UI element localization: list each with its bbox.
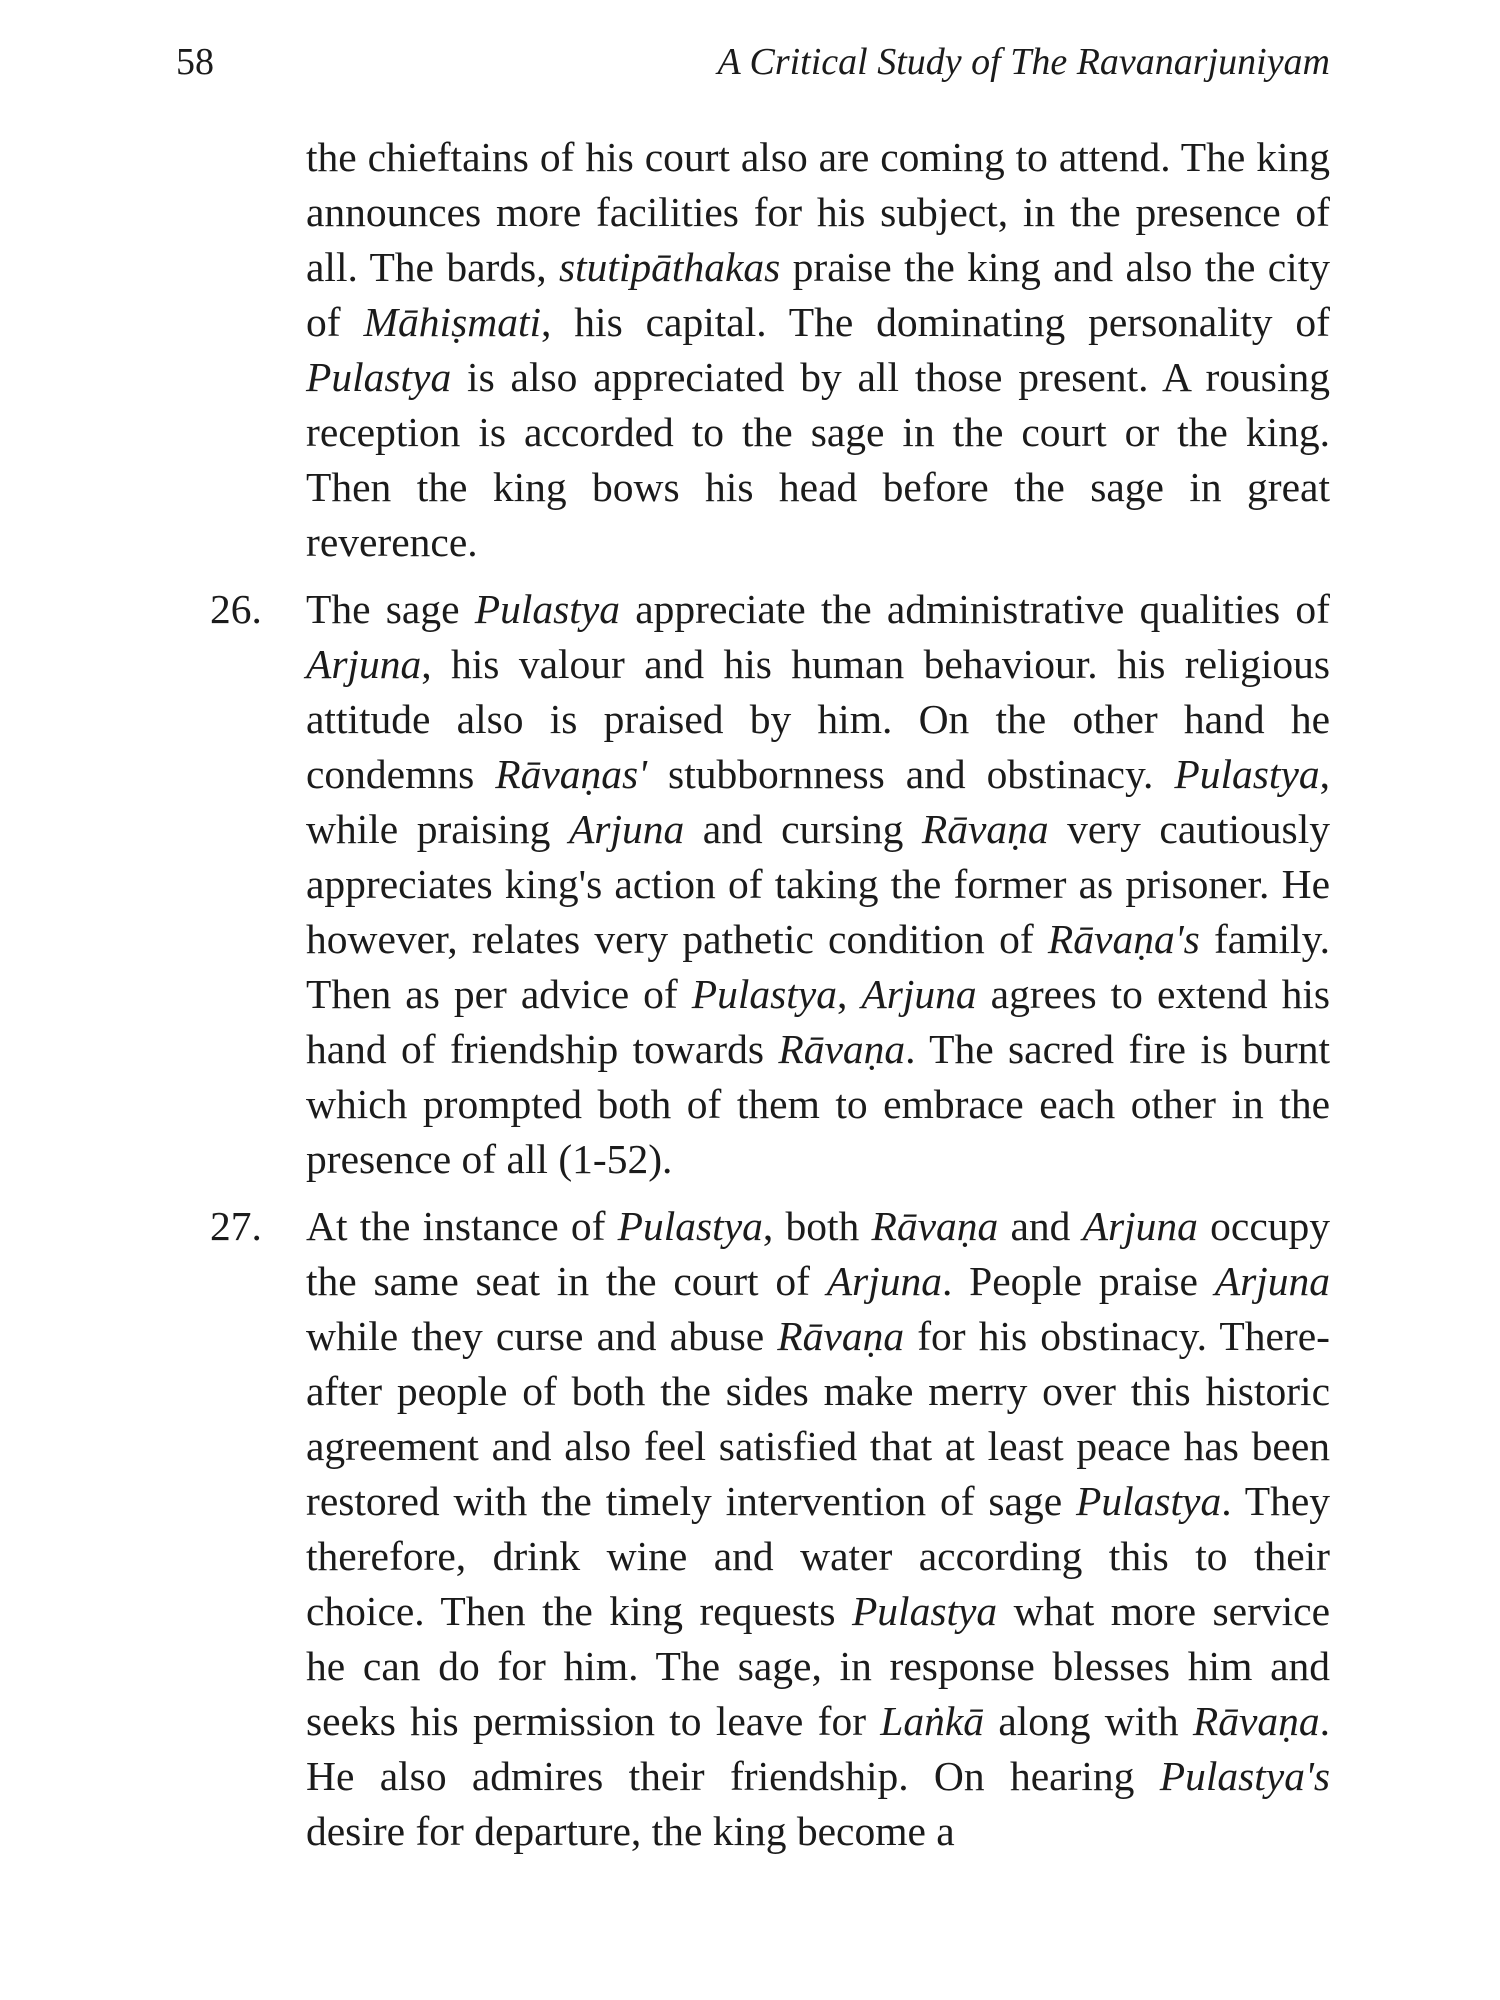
text-run: while they curse and abuse <box>306 1313 778 1359</box>
italic-term: Pulastya <box>474 586 620 632</box>
body-text <box>210 130 1331 1859</box>
italic-term: Rāvaṇas' <box>495 751 648 797</box>
text-run: and cursing <box>684 806 922 852</box>
italic-term: Rāvaṇa <box>777 1313 905 1359</box>
paragraph-number: 26. <box>210 586 262 632</box>
page-header <box>176 40 1330 90</box>
italic-term: Pulastya <box>1174 751 1320 797</box>
italic-term: Arjuna <box>306 641 422 687</box>
text-run: for his obstinacy. There-after people of both the sides make merry over this historic agreement and also feel satisfied that at least peace has been restored with the timely intervention of sage <box>306 1313 1330 1524</box>
text-run: and <box>998 1203 1083 1249</box>
text-run: very cautiously appreciates king's action of taking the former as prisoner. He however, relates very pathetic condition of <box>306 806 1330 962</box>
italic-term: Rāvaṇa <box>1192 1698 1320 1744</box>
text-run: desire for departure, the king become a <box>306 1808 955 1854</box>
italic-term: Arjuna <box>826 1258 942 1304</box>
text-run: , while praising <box>306 751 1330 852</box>
italic-term: Rāvaṇa's <box>1047 916 1200 962</box>
paragraph-27 <box>210 1199 1331 1859</box>
running-head: A Critical Study of The Ravanarjuniyam <box>717 41 1330 83</box>
text-run: is also appreciated by all those present. A rousing reception is accorded to the sage in the court or the king. Then the king bows his head before the sage in great reverence. <box>306 354 1330 565</box>
text-run: occupy the same seat in the court of <box>306 1203 1331 1304</box>
italic-term: stutipāthakas <box>558 244 781 290</box>
paragraph-number: 27. <box>210 1203 262 1249</box>
text-run: . The sacred fire is burnt which prompted both of them to embrace each other in the presence of all (1-52). <box>306 1026 1330 1182</box>
italic-term: Pulastya <box>851 1588 998 1634</box>
italic-term: Arjuna <box>568 806 685 852</box>
italic-term: Rāvaṇa <box>871 1203 999 1249</box>
page-number: 58 <box>176 41 214 83</box>
text-run: along with <box>984 1698 1193 1744</box>
text-run: . People praise <box>941 1258 1215 1304</box>
italic-term: Pulastya <box>1076 1478 1222 1524</box>
italic-term: Pulastya <box>617 1203 763 1249</box>
text-run: , his capital. The dominating personality of <box>541 299 1330 345</box>
italic-term: Pulastya <box>306 354 452 400</box>
text-run: agrees to extend his hand of friendship towards <box>306 971 1331 1072</box>
paragraph-text <box>306 586 1330 1182</box>
italic-term: Laṅkā <box>880 1698 985 1744</box>
italic-term: Arjuna <box>861 971 977 1017</box>
paragraph-text <box>306 1203 1330 1854</box>
text-run: The sage <box>306 586 475 632</box>
italic-term: Rāvaṇa <box>778 1026 906 1072</box>
text-run: what more service he can do for him. The sage, in response blesses him and seeks his permission to leave for <box>306 1588 1331 1744</box>
italic-term: Arjuna <box>1082 1203 1198 1249</box>
text-run: stubbornness and obstinacy. <box>647 751 1175 797</box>
text-run: appreciate the administrative qualities of <box>620 586 1330 632</box>
text-run: family. Then as per advice of <box>306 916 1330 1017</box>
italic-term: Pulastya's <box>1159 1753 1330 1799</box>
text-run: , <box>836 971 862 1017</box>
text-run: . He also admires their friendship. On hearing <box>306 1698 1330 1799</box>
text-run: praise the king and also the city of <box>306 244 1330 345</box>
text-run: . They therefore, drink wine and water according this to their choice. Then the king requests <box>306 1478 1330 1634</box>
text-run: , his valour and his human behaviour. his religious attitude also is praised by him. On the other hand he condemns <box>306 641 1330 797</box>
paragraph-text <box>306 134 1330 565</box>
text-run: the chieftains of his court also are coming to attend. The king announces more facilities for his subject, in the presence of all. The bards, <box>306 134 1330 290</box>
paragraph-continued <box>306 130 1330 570</box>
italic-term: Māhiṣmati <box>363 299 542 345</box>
italic-term: Rāvaṇa <box>921 806 1049 852</box>
italic-term: Pulastya <box>691 971 837 1017</box>
text-run: At the instance of <box>306 1203 618 1249</box>
text-run: , both <box>762 1203 872 1249</box>
italic-term: Arjuna <box>1214 1258 1330 1304</box>
paragraph-26 <box>210 582 1331 1187</box>
